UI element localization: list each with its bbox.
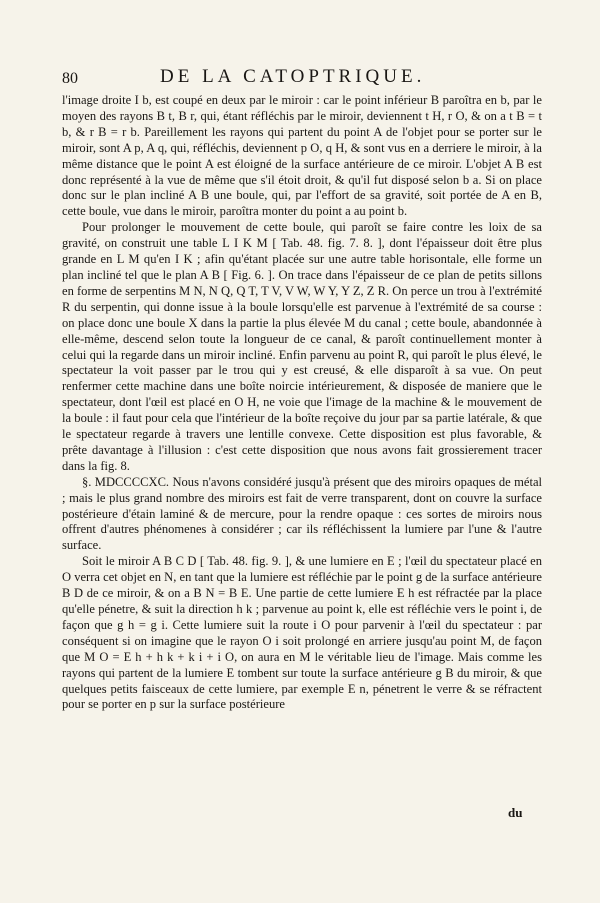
body-text (62, 93, 542, 713)
paragraph: Pour prolonger le mouvement de cette boule, qui paroît se faire contre les loix de sa gravité, on construit une table L I K M [ Tab. 48. fig. 7. 8. ], dont l'épaisseur doit être plus grande en L M qu'en I K ; afin qu'étant placée sur une autre table horisontale, elle forme un plan incliné tel que le plan A B [ Fig. 6. ]. On trace dans l'épaisseur de ce plan de petits sillons en forme de serpentins M N, N Q, Q T, T V, V W, W Y, Y Z, Z R. On perce un trou à l'extrémité R du serpentin, qui donne issue à la boule lorsqu'elle est parvenue à l'extrémité de sa course : on place donc une boule X dans la partie la plus élevée M du canal ; cette boule, abandonnée à elle-même, descend selon toute la longueur de ce canal, & paroît continuellement monter à celui qui la regarde dans un miroir incliné. Enfin parvenu au point R, qui paroît le plus élevé, le spectateur la voit passer par le trou qui y est creusé, & elle disparoît à sa vue. On peut renfermer cette machine dans une boîte noircie intérieurement, & disposée de maniere que le spectateur, dont l'œil est placé en O H, ne voie que l'image de la machine & le mouvement de la boule : il faut pour cela que l'intérieur de la boîte reçoive du jour par sa partie latérale, & que le spectateur regarde à travers une lentille convexe. Cette disposition est plus favorable, & prête davantage à l'illusion : c'est cette disposition que nous avons fait grossierement tracer dans la fig. 8. (62, 220, 542, 473)
running-title: DE LA CATOPTRIQUE. (160, 66, 426, 87)
page-header (60, 66, 540, 92)
catchword: du (508, 805, 523, 820)
page-number: 80 (62, 70, 78, 87)
paragraph: l'image droite I b, est coupé en deux par le miroir : car le point inférieur B paroîtra en b, par le moyen des rayons B t, B r, qui, étant réfléchis par le miroir, deviennent t H, r O, & on a t B = t b, & r B = r b. Pareillement les rayons qui partent du point A de l'objet pour se porter sur le miroir, sont A p, A q, qui, réfléchis, deviennent p O, q H, & sont vus en a derriere le miroir, à la même distance que le point A est éloigné de la surface antérieure de ce miroir. L'objet A B est donc représenté à la vue de même que s'il étoit droit, & qu'il fut disposé selon b a. Si on place donc sur le plan incliné A B une boule, qui, par l'effort de sa gravité, soit portée de A en B, cette boule, vue dans le miroir, paroîtra monter du point a au point b. (62, 93, 542, 219)
paragraph: Soit le miroir A B C D [ Tab. 48. fig. 9. ], & une lumiere en E ; l'œil du spectateur placé en O verra cet objet en N, en tant que la lumiere est réfléchie par le point g de la surface antérieure B D de ce miroir, & on a B N = B E. Une partie de cette lumiere E h est réfractée par la place qu'elle pénetre, & suit la direction h k ; parvenue au point k, elle est réfléchie vers le point i, de façon que g h = g i. Cette lumiere suit la route i O pour parvenir à l'œil du spectateur : par conséquent si on imagine que le rayon O i soit prolongé en arriere jusqu'au point M, de façon que M O = E h + h k + k i + i O, on aura en M le véritable lieu de l'image. Mais comme les rayons qui partent de la lumiere E tombent sur toute la surface antérieure g B du miroir, & que quelques petits faisceaux de cette lumiere, par exemple E n, pénetrent le verre & se réfractent pour se porter en p sur la surface postérieure (62, 554, 542, 712)
section-paragraph: §. MDCCCCXC. Nous n'avons considéré jusqu'à présent que des miroirs opaques de métal ; mais le plus grand nombre des miroirs est fait de verre transparent, dont on couvre la surface postérieure d'étain laminé & de mercure, pour la rendre opaque : ces sortes de miroirs nous offrent d'autres phénomenes à considérer ; car ils réfléchissent la lumiere par l'une & l'autre surface. (62, 474, 542, 553)
